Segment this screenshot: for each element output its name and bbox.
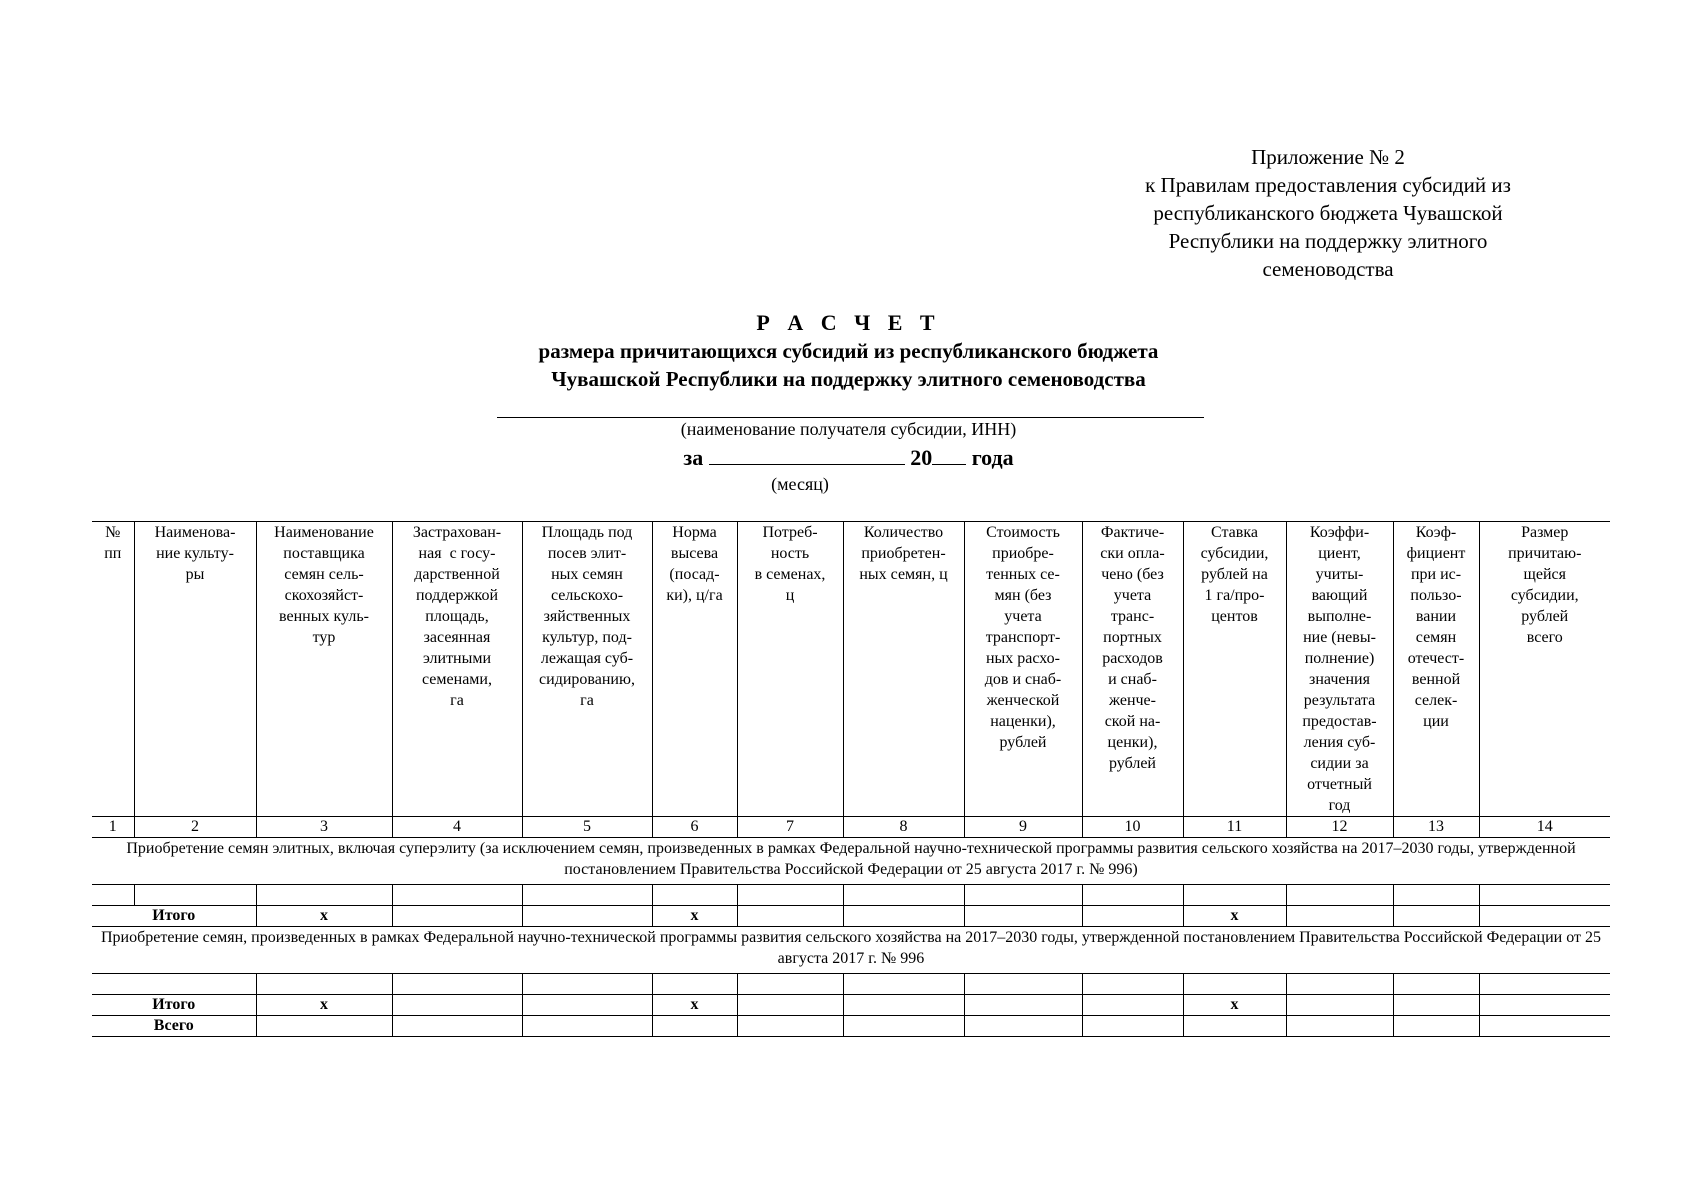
column-number: 1 <box>92 817 134 838</box>
appendix-line: семеноводства <box>1262 257 1394 281</box>
table-cell[interactable] <box>737 974 843 995</box>
table-cell[interactable] <box>1479 885 1610 906</box>
column-number-row <box>92 817 1610 838</box>
table-cell[interactable] <box>1286 995 1393 1016</box>
header-row <box>92 522 1610 817</box>
table-cell[interactable] <box>737 906 843 927</box>
table-cell[interactable] <box>1082 1016 1183 1037</box>
appendix-line: Приложение № 2 <box>1251 145 1405 169</box>
header-cell: Площадь под посев элит- ных семян сельскохо- зяйственных культур, под- лежащая суб- сидированию, га <box>522 522 652 817</box>
table-cell[interactable] <box>1393 995 1479 1016</box>
table-cell[interactable] <box>392 974 522 995</box>
table-cell[interactable] <box>1286 974 1393 995</box>
column-number: 14 <box>1479 817 1610 838</box>
header-cell: Застрахован- ная с госу- дарственной поддержкой площадь, засеянная элитными семенами, га <box>392 522 522 817</box>
title-line: Чувашской Республики на поддержку элитного семеноводства <box>551 367 1146 391</box>
column-number: 4 <box>392 817 522 838</box>
table-cell[interactable] <box>392 906 522 927</box>
title-line: размера причитающихся субсидий из республиканского бюджета <box>538 339 1159 363</box>
section-title: Приобретение семян элитных, включая суперэлиту (за исключением семян, произведенных в рамках Федеральной научно-технической программы развития сельского хозяйства на 2017–2030 годы, утвержденной постановлением Правительства Российской Федерации от 25 августа 2017 г. № 996) <box>92 838 1610 885</box>
section-title: Приобретение семян, произведенных в рамках Федеральной научно-технической программы развития сельского хозяйства на 2017–2030 годы, утвержденной постановлением Правительства Российской Федерации от 25 августа 2017 г. № 996 <box>92 927 1610 974</box>
table-cell[interactable] <box>1286 885 1393 906</box>
x-mark: х <box>652 995 737 1016</box>
grand-total-label: Всего <box>92 1016 256 1037</box>
recipient-blank-line <box>497 417 1204 418</box>
table-cell[interactable] <box>1082 885 1183 906</box>
table-cell[interactable] <box>392 995 522 1016</box>
column-number: 3 <box>256 817 392 838</box>
table-cell[interactable] <box>1479 974 1610 995</box>
table-cell[interactable] <box>522 885 652 906</box>
column-number: 8 <box>843 817 964 838</box>
period-line <box>0 445 1697 471</box>
subtotal-label: Итого <box>92 995 256 1016</box>
x-mark: х <box>256 906 392 927</box>
table-cell[interactable] <box>1286 1016 1393 1037</box>
table-cell[interactable] <box>1082 974 1183 995</box>
header-cell: Стоимость приобре- тенных се- мян (без учета транспорт- ных расхо- дов и снаб- женческой наценки), рублей <box>964 522 1082 817</box>
table-cell[interactable] <box>134 885 256 906</box>
header-cell: Коэф- фициент при ис- пользо- вании семян отечест- венной селек- ции <box>1393 522 1479 817</box>
grand-total-row <box>92 1016 1610 1037</box>
data-row <box>92 974 1610 995</box>
appendix-header <box>1108 143 1548 283</box>
header-cell: Фактиче- ски опла- чено (без учета транс- портных расходов и снаб- женче- ской на- ценки), рублей <box>1082 522 1183 817</box>
x-mark: х <box>1183 906 1286 927</box>
section-row <box>92 927 1610 974</box>
table-cell[interactable] <box>1082 995 1183 1016</box>
header-cell: Норма высева (посад- ки), ц/га <box>652 522 737 817</box>
table-cell[interactable] <box>964 995 1082 1016</box>
table-cell[interactable] <box>92 974 256 995</box>
period-suffix: года <box>971 445 1014 470</box>
table-cell[interactable] <box>1393 1016 1479 1037</box>
table-cell[interactable] <box>1286 906 1393 927</box>
subtotal-label: Итого <box>92 906 256 927</box>
header-cell: Количество приобретен- ных семян, ц <box>843 522 964 817</box>
table-cell[interactable] <box>737 885 843 906</box>
column-number: 13 <box>1393 817 1479 838</box>
table-cell[interactable] <box>1082 906 1183 927</box>
column-number: 12 <box>1286 817 1393 838</box>
header-cell: Потреб- ность в семенах, ц <box>737 522 843 817</box>
header-cell: Размер причитаю- щейся субсидии, рублей всего <box>1479 522 1610 817</box>
table-cell[interactable] <box>737 995 843 1016</box>
column-number: 2 <box>134 817 256 838</box>
header-cell: Коэффи- циент, учиты- вающий выполне- ние (невы- полнение) значения результата предостав- ления суб- сидии за отчетный год <box>1286 522 1393 817</box>
column-number: 11 <box>1183 817 1286 838</box>
appendix-line: республиканского бюджета Чувашской <box>1153 201 1503 225</box>
table-cell[interactable] <box>1183 1016 1286 1037</box>
table-cell[interactable] <box>1479 1016 1610 1037</box>
table-cell[interactable] <box>522 995 652 1016</box>
table-cell[interactable] <box>1393 885 1479 906</box>
table-cell[interactable] <box>1479 995 1610 1016</box>
table-cell[interactable] <box>1393 974 1479 995</box>
table-cell[interactable] <box>843 995 964 1016</box>
table-cell[interactable] <box>843 1016 964 1037</box>
column-number: 10 <box>1082 817 1183 838</box>
data-row <box>92 885 1610 906</box>
table-cell[interactable] <box>256 1016 392 1037</box>
subtotal-row <box>92 906 1610 927</box>
calculation-table <box>92 521 1610 1037</box>
header-cell: Наименование поставщика семян сель- скохозяйст- венных куль- тур <box>256 522 392 817</box>
table-cell[interactable] <box>652 885 737 906</box>
document-title <box>0 309 1697 393</box>
table-cell[interactable] <box>392 1016 522 1037</box>
table-cell[interactable] <box>964 906 1082 927</box>
table-cell[interactable] <box>964 974 1082 995</box>
table-cell[interactable] <box>964 885 1082 906</box>
section-row <box>92 838 1610 885</box>
table-cell[interactable] <box>522 1016 652 1037</box>
table-cell[interactable] <box>392 885 522 906</box>
appendix-line: к Правилам предоставления субсидий из <box>1145 173 1511 197</box>
table-cell[interactable] <box>1479 906 1610 927</box>
year-blank <box>932 446 966 465</box>
table-cell[interactable] <box>256 974 392 995</box>
appendix-line: Республики на поддержку элитного <box>1168 229 1488 253</box>
table-cell[interactable] <box>964 1016 1082 1037</box>
subtotal-row <box>92 995 1610 1016</box>
table-cell[interactable] <box>1183 885 1286 906</box>
period-year-prefix: 20 <box>910 445 933 470</box>
title-main: Р А С Ч Е Т <box>756 310 941 335</box>
table-cell[interactable] <box>843 906 964 927</box>
header-cell: Ставка субсидии, рублей на 1 га/про- центов <box>1183 522 1286 817</box>
table-cell[interactable] <box>522 974 652 995</box>
column-number: 6 <box>652 817 737 838</box>
table-cell[interactable] <box>652 1016 737 1037</box>
table-cell[interactable] <box>256 885 392 906</box>
x-mark: х <box>1183 995 1286 1016</box>
column-number: 9 <box>964 817 1082 838</box>
header-cell: Наименова- ние культу- ры <box>134 522 256 817</box>
table-cell[interactable] <box>1393 906 1479 927</box>
x-mark: х <box>652 906 737 927</box>
table-cell[interactable] <box>1183 974 1286 995</box>
x-mark: х <box>256 995 392 1016</box>
period-prefix: за <box>683 445 704 470</box>
column-number: 7 <box>737 817 843 838</box>
month-blank <box>709 446 905 465</box>
column-number: 5 <box>522 817 652 838</box>
month-caption: (месяц) <box>771 474 829 494</box>
table-cell[interactable] <box>652 974 737 995</box>
table-cell[interactable] <box>92 885 134 906</box>
table-cell[interactable] <box>737 1016 843 1037</box>
table-cell[interactable] <box>522 906 652 927</box>
table-cell[interactable] <box>843 974 964 995</box>
header-cell: № пп <box>92 522 134 817</box>
recipient-caption: (наименование получателя субсидии, ИНН) <box>680 419 1017 439</box>
table-cell[interactable] <box>843 885 964 906</box>
